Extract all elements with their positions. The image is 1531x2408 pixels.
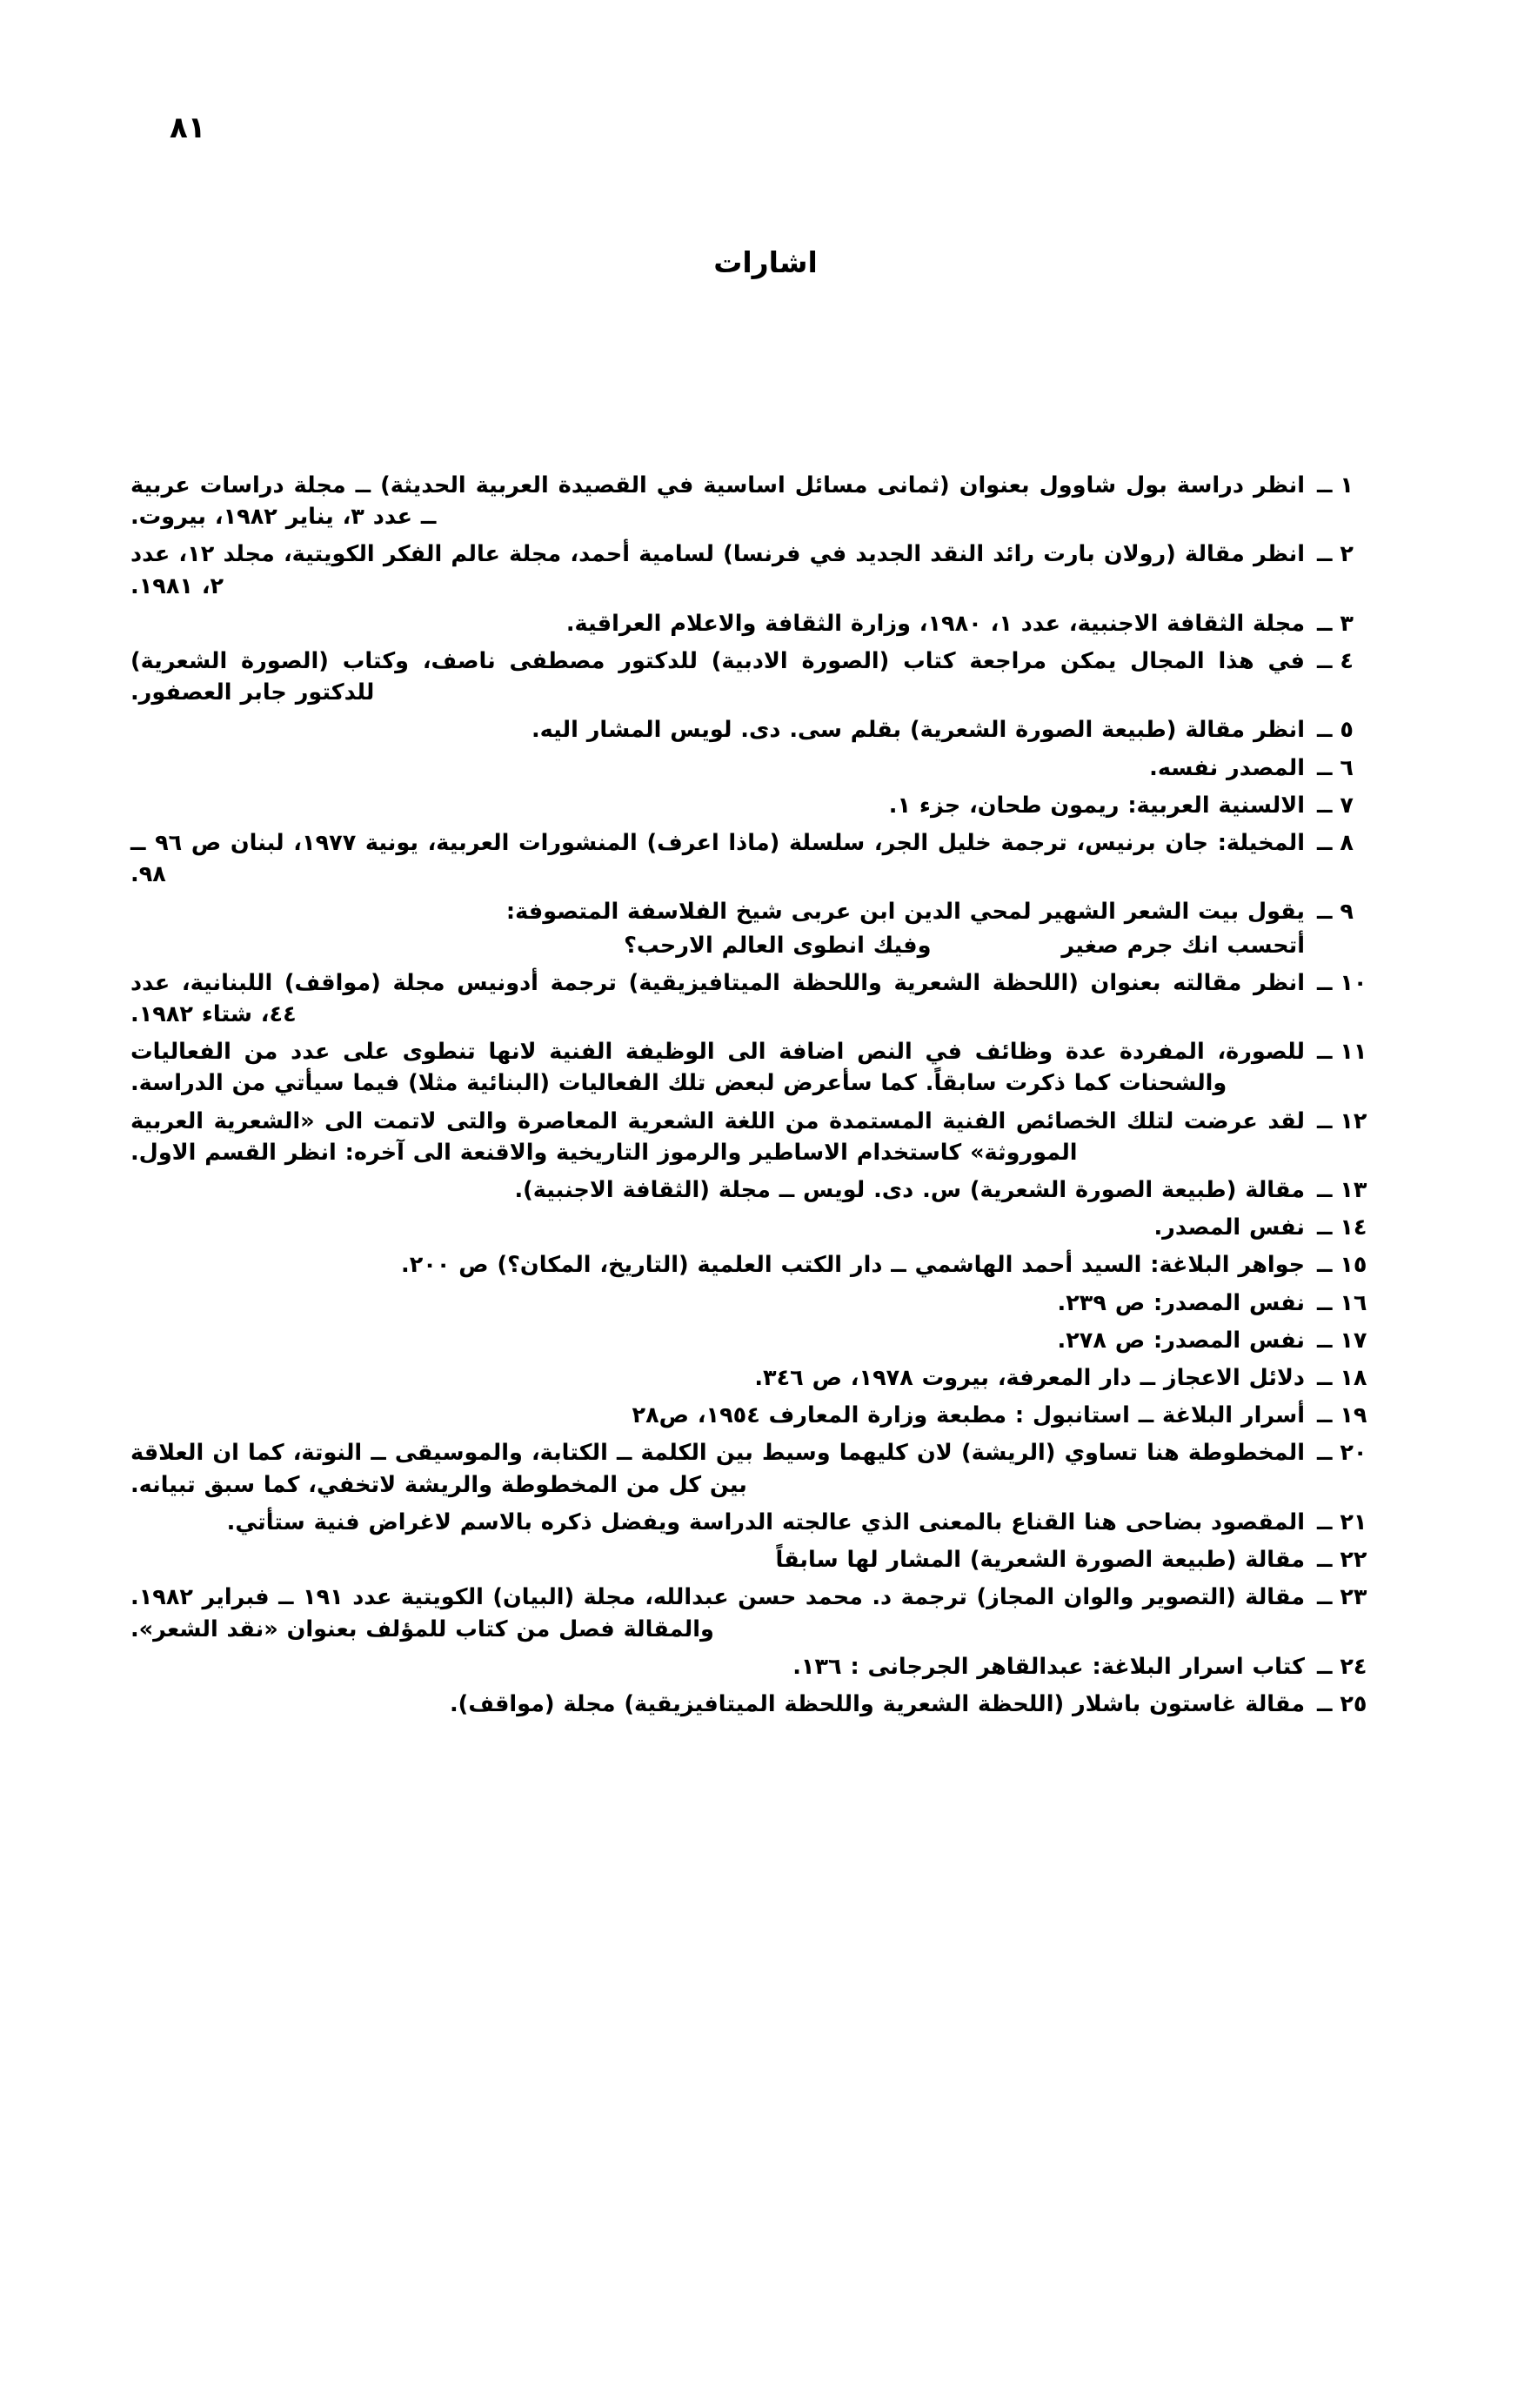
endnotes-list (130, 470, 1401, 1726)
endnote-item (130, 714, 1401, 746)
endnote-text-line: مقالة (طبيعة الصورة الشعرية) س. دى. لويس ــ مجلة (الثقافة الاجنبية). (514, 1177, 1305, 1204)
endnote-text-line: أسرار البلاغة ــ استانبول : مطبعة وزارة المعارف ١٩٥٤، ص٢٨ (632, 1402, 1305, 1429)
endnote-text-line: انظر مقالته بعنوان (اللحظة الشعرية واللحظة الميتافيزيقية) ترجمة أدونيس مجلة (مواقف) اللبنانية، عدد ٤٤، شتاء ١٩٨٢. (130, 969, 1305, 1028)
endnote-item (130, 538, 1401, 601)
endnote-item (130, 1249, 1401, 1281)
endnote-number: ١٣ ــ (1317, 1177, 1367, 1204)
endnote-number: ١١ ــ (1317, 1039, 1367, 1066)
endnote-number: ١٩ ــ (1317, 1402, 1367, 1429)
endnote-text-line: مقالة (التصوير والوان المجاز) ترجمة د. محمد حسن عبدالله، مجلة (البيان) الكويتية عدد ١٩١ ــ فبراير ١٩٨٢. والمقالة فصل من كتاب للمؤلف بعنوان «نقد الشعر». (130, 1584, 1305, 1642)
endnote-item (130, 827, 1401, 890)
endnote-number: ٢٢ ــ (1317, 1547, 1367, 1574)
endnote-item (130, 608, 1401, 639)
endnote-text-line: انظر دراسة بول شاوول بعنوان (ثمانى مسائل اساسية في القصيدة العربية الحديثة) ــ مجلة دراسات عربية ــ عدد ٣، يناير ١٩٨٢، بيروت. (130, 472, 1305, 531)
endnote-text-line: المصدر نفسه. (1149, 754, 1305, 781)
endnote-text (130, 1362, 1305, 1394)
endnote-item (130, 752, 1401, 784)
endnote-item (130, 1036, 1401, 1099)
endnote-number: ٧ ــ (1317, 792, 1354, 819)
endnote-item (130, 896, 1401, 960)
endnote-item (130, 1437, 1401, 1500)
endnote-text (130, 1544, 1305, 1575)
endnote-number: ١٨ ــ (1317, 1365, 1367, 1392)
endnote-text (130, 1325, 1305, 1356)
endnote-text-line: المقصود بضاحى هنا القناع بالمعنى الذي عالجته الدراسة ويفضل ذكره بالاسم لاغراض فنية ستأتي. (226, 1508, 1305, 1535)
endnote-text (130, 1437, 1305, 1500)
endnote-number: ٩ ــ (1317, 899, 1354, 926)
endnote-number: ١٦ ــ (1317, 1289, 1367, 1316)
endnote-item (130, 1288, 1401, 1319)
page-folio-number: ٨١ (170, 110, 206, 145)
verse-hemistich-second: وفيك انطوى العالم الارحب؟ (624, 932, 932, 959)
endnote-text (130, 1106, 1305, 1168)
endnote-number: ٢٠ ــ (1317, 1440, 1367, 1467)
endnote-item (130, 1689, 1401, 1720)
endnote-text-line: الالسنية العربية: ريمون طحان، جزء ١. (888, 792, 1305, 819)
endnote-text-line: يقول بيت الشعر الشهير لمحي الدين ابن عربى شيخ الفلاسفة المتصوفة: (505, 899, 1305, 926)
endnote-text (130, 790, 1305, 821)
endnote-number: ٢ ــ (1317, 541, 1354, 568)
endnote-text (130, 1582, 1305, 1644)
endnote-number: ٢١ ــ (1317, 1508, 1367, 1535)
endnote-text-line: كتاب اسرار البلاغة: عبدالقاهر الجرجانى : ١٣٦. (792, 1653, 1305, 1680)
endnote-text-line: في هذا المجال يمكن مراجعة كتاب (الصورة الادبية) للدكتور مصطفى ناصف، وكتاب (الصورة الشعرية) للدكتور جابر العصفور. (130, 648, 1305, 706)
endnote-item (130, 1582, 1401, 1644)
endnote-item (130, 1507, 1401, 1538)
endnote-item (130, 967, 1401, 1030)
endnote-text-line: لقد عرضت لتلك الخصائص الفنية المستمدة من اللغة الشعرية المعاصرة والتى لاتمت الى «الشعرية العربية الموروثة» كاستخدام الاساطير والرموز التاريخية والاقنعة الى آخره: انظر القسم الاول. (130, 1107, 1305, 1166)
endnote-text-line: انظر مقالة (طبيعة الصورة الشعرية) بقلم سى. دى. لويس المشار اليه. (532, 717, 1305, 744)
endnote-text (130, 1400, 1305, 1431)
endnote-item (130, 1651, 1401, 1682)
endnote-text-line: مجلة الثقافة الاجنبية، عدد ١، ١٩٨٠، وزارة الثقافة والاعلام العراقية. (565, 610, 1305, 637)
endnote-item (130, 1325, 1401, 1356)
endnote-item (130, 1400, 1401, 1431)
endnote-item (130, 1174, 1401, 1206)
endnote-text (130, 1174, 1305, 1206)
endnote-number: ٢٣ ــ (1317, 1584, 1367, 1611)
endnote-item (130, 1212, 1401, 1243)
endnote-text-line: جواهر البلاغة: السيد أحمد الهاشمي ــ دار الكتب العلمية (التاريخ، المكان؟) ص ٢٠٠. (401, 1252, 1305, 1279)
endnote-item (130, 1106, 1401, 1168)
endnote-text (130, 470, 1305, 532)
endnote-text-line: دلائل الاعجاز ــ دار المعرفة، بيروت ١٩٧٨، ص ٣٤٦. (754, 1365, 1305, 1392)
endnote-number: ٢٥ ــ (1317, 1690, 1367, 1717)
endnote-text-line: للصورة، المفردة عدة وظائف في النص اضافة الى الوظيفة الفنية لانها تنطوى على عدد من الفعاليات والشحنات كما ذكرت سابقاً. كما سأعرض لبعض تلك الفعاليات (البنائية مثلا) فيما سيأتي من الدراسة. (130, 1039, 1305, 1097)
endnote-item (130, 1544, 1401, 1575)
endnote-text-line: نفس المصدر: ص ٢٧٨. (1057, 1327, 1305, 1354)
endnote-number: ١٧ ــ (1317, 1327, 1367, 1354)
endnote-text (130, 645, 1305, 708)
endnote-text (130, 1651, 1305, 1682)
endnote-number: ٨ ــ (1317, 830, 1354, 857)
endnote-text-line: نفس المصدر: ص ٢٣٩. (1057, 1289, 1305, 1316)
endnote-text (130, 608, 1305, 639)
endnote-number: ٣ ــ (1317, 610, 1354, 637)
endnote-text (130, 1507, 1305, 1538)
endnote-item (130, 790, 1401, 821)
endnote-text-line: نفس المصدر. (1153, 1214, 1305, 1241)
endnote-text (130, 1036, 1305, 1099)
endnote-text (130, 827, 1305, 890)
endnote-text (130, 896, 1305, 960)
endnote-item (130, 645, 1401, 708)
page-title: اشارات (713, 245, 818, 279)
endnote-number: ١٢ ــ (1317, 1107, 1367, 1134)
endnote-verse (130, 930, 1305, 961)
endnote-number: ٥ ــ (1317, 717, 1354, 744)
endnote-text (130, 538, 1305, 601)
endnote-text (130, 1288, 1305, 1319)
endnote-number: ١ ــ (1317, 472, 1354, 498)
endnote-text (130, 1689, 1305, 1720)
endnote-number: ٤ ــ (1317, 648, 1354, 675)
endnote-number: ٦ ــ (1317, 754, 1354, 781)
endnote-item (130, 1362, 1401, 1394)
endnote-number: ١٠ ــ (1317, 969, 1367, 996)
endnote-text (130, 752, 1305, 784)
endnote-text (130, 1212, 1305, 1243)
endnote-number: ١٤ ــ (1317, 1214, 1367, 1241)
endnote-text (130, 714, 1305, 746)
endnote-text-line: المخطوطة هنا تساوي (الريشة) لان كليهما وسيط بين الكلمة ــ الكتابة، والموسيقى ــ النوتة، كما ان العلاقة بين كل من المخطوطة والريشة لاتخفي، كما سبق تبيانه. (130, 1440, 1305, 1498)
endnote-item (130, 470, 1401, 532)
endnote-text (130, 967, 1305, 1030)
endnote-number: ٢٤ ــ (1317, 1653, 1367, 1680)
endnote-text-line: مقالة غاستون باشلار (اللحظة الشعرية واللحظة الميتافيزيقية) مجلة (مواقف). (449, 1690, 1305, 1717)
endnote-text-line: مقالة (طبيعة الصورة الشعرية) المشار لها سابقاً (775, 1547, 1305, 1574)
verse-hemistich-first: أتحسب انك جرم صغير (1061, 932, 1305, 959)
endnote-text-line: انظر مقالة (رولان بارت رائد النقد الجديد في فرنسا) لسامية أحمد، مجلة عالم الفكر الكويتية، مجلد ١٢، عدد ٢، ١٩٨١. (130, 541, 1305, 599)
endnote-number: ١٥ ــ (1317, 1252, 1367, 1279)
endnote-text-line: المخيلة: جان برنيس، ترجمة خليل الجر، سلسلة (ماذا اعرف) المنشورات العربية، يونية ١٩٧٧، لبنان ص ٩٦ ــ ٩٨. (130, 830, 1306, 888)
endnote-text (130, 1249, 1305, 1281)
